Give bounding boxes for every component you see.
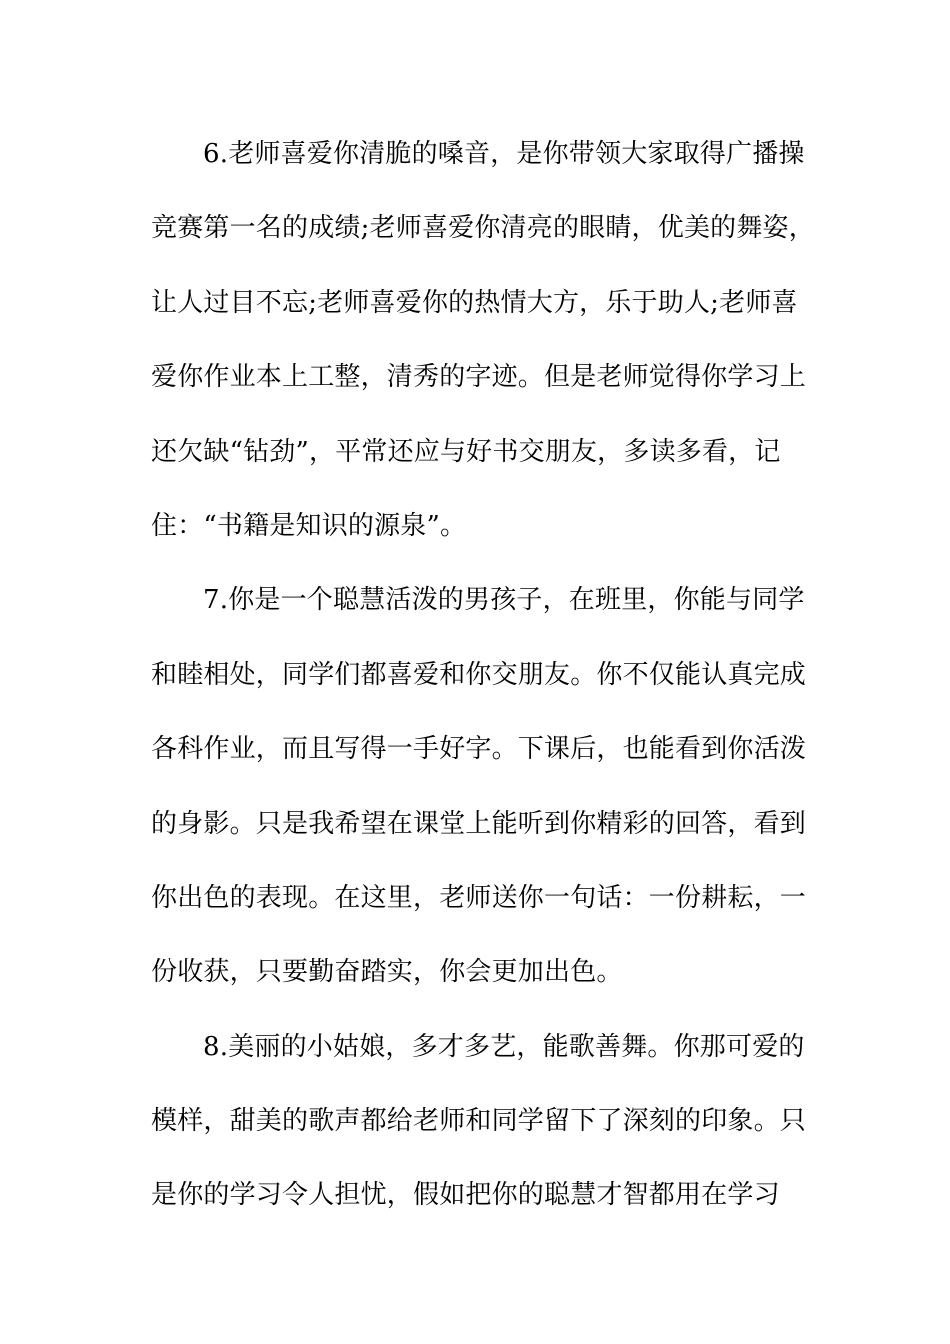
text-line: 是你的学习令人担忧，假如把你的聪慧才智都用在学习: [151, 1180, 780, 1211]
text-line: 竞赛第一名的成绩;老师喜爱你清亮的眼睛，优美的舞姿，: [151, 213, 815, 244]
text-line: 7.你是一个聪慧活泼的男孩子，在班里，你能与同学: [203, 585, 805, 616]
text-line: 8.美丽的小姑娘，多才多艺，能歌善舞。你那可爱的: [203, 1031, 805, 1062]
paragraph-7: [151, 574, 807, 1020]
text-line: 模样，甜美的歌声都给老师和同学留下了深刻的印象。只: [151, 1106, 807, 1137]
document-body: [151, 128, 815, 1244]
text-line: 你出色的表现。在这里，老师送你一句话：一份耕耘，一: [151, 882, 807, 913]
text-line: 各科作业，而且写得一手好字。下课后，也能看到你活泼: [151, 734, 807, 765]
text-line: 还欠缺“钻劲”，平常还应与好书交朋友，多读多看，记: [151, 436, 781, 467]
text-line: 6.老师喜爱你清脆的嗓音，是你带领大家取得广播操: [203, 139, 805, 169]
text-line: 份收获，只要勤奋踏实，你会更加出色。: [151, 957, 623, 988]
paragraph-8: [151, 1021, 807, 1244]
text-line: 让人过目不忘;老师喜爱你的热情大方，乐于助人;老师喜: [151, 287, 798, 318]
text-line: 住：“书籍是知识的源泉”。: [151, 510, 467, 541]
text-line: 和睦相处，同学们都喜爱和你交朋友。你不仅能认真完成: [151, 659, 807, 690]
text-line: 的身影。只是我希望在课堂上能听到你精彩的回答，看到: [151, 808, 807, 839]
text-line: 爱你作业本上工整，清秀的字迹。但是老师觉得你学习上: [151, 362, 807, 393]
paragraph-6: [151, 128, 815, 574]
